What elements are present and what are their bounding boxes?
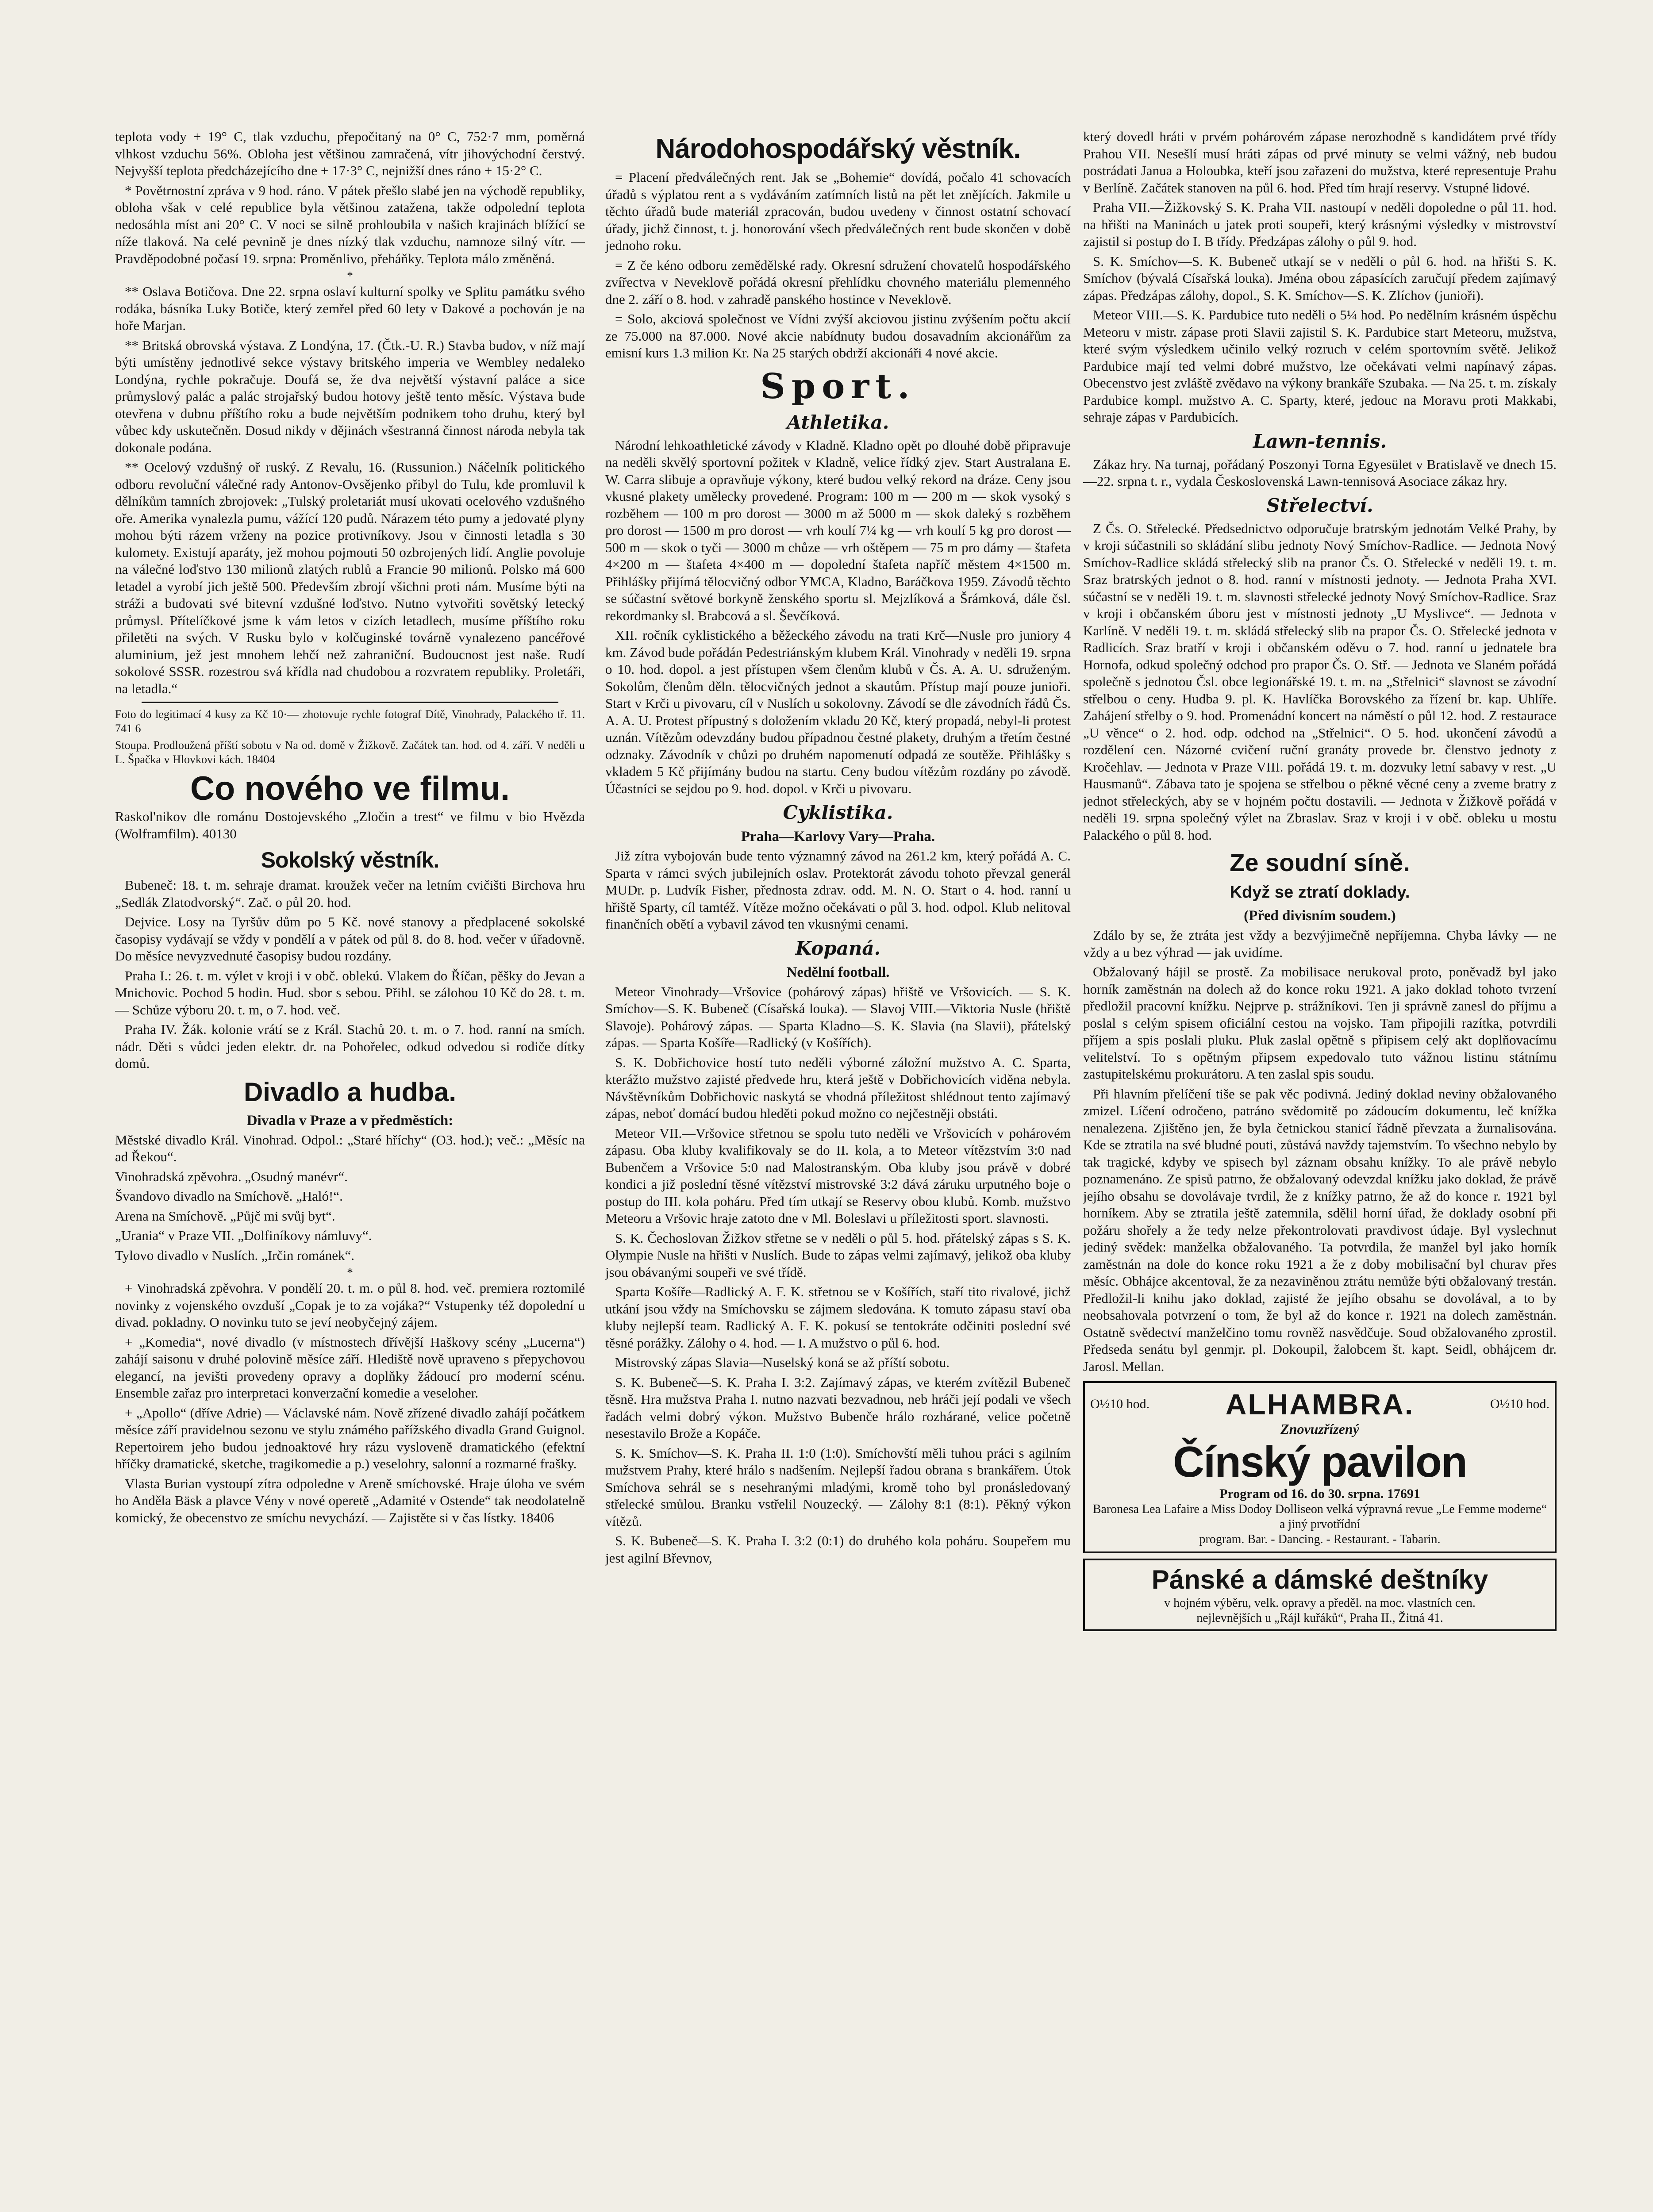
- sport-kladno: Národní lehkoathletické závody v Kladně. Kladno opět po dlouhé době připravuje na neděli skvělý sportovní požitek v Kladně, velice řídký zjev. Start Australana E. W. Carra slibuje a opravňuje výkony, které budou velký rekord na dráze. Ceny jsou vkusné plakety umělecky provedené. Program: 100 m — 200 m — skok vysoký s rozběhem — 100 m pro dorost — 3000 m až 5000 m — skok daleký s rozběhem pro dorost — 1500 m pro dorost — vrh koulí 7¼ kg — vrh koulí 5 kg pro dorost — 500 m — skok o tyči — 3000 m chůze — vrh oštěpem — 75 m pro dámy — štafeta 4×200 m — štafeta 4×400 m — dopolední štafeta napříč městem 4×1500 m. Přihlášky přijímá tělocvičný odbor YMCA, Kladno, Baráčkova 1959. Závodů těchto se súčastní světové borkyně ženského sportu sl. Mejzlíková a Šrámková, dále čsl. rekordmanky sl. Brabcová a sl. Ševčíková.: [605, 437, 1071, 623]
- ad-umbrellas-title: Pánské a dámské deštníky: [1151, 1565, 1488, 1594]
- theatre-listing: Švandovo divadlo na Smíchově. „Haló!“.: [115, 1188, 343, 1204]
- court-intro: Zdálo by se, že ztráta jest vždy a bezvýjimečně nepříjemna. Chyba lávky — ne vždy a u bez výhrad — jak uvidíme.: [1083, 927, 1557, 960]
- football-item: S. K. Čechoslovan Žižkov střetne se v neděli o půl 5. hod. přátelský zápas s S. K. Olympie Nusle na hřišti v Nuslích. Bude to zápas velmi zajímavý, jelikož oba kluby jsou obávanými soupeři ve své třídě.: [605, 1230, 1071, 1280]
- court-text: Obžalovaný hájil se prostě. Za mobilisace nerukoval proto, poněvadž byl jako horník zaměstnán na dolech až do konce roku 1921. A jako doklad tohoto tvrzení předložil pracovní knížku. Nejprve p. strážníkovi. Ten ji správně zanesl do příjmu a poslal s celým spisem oficiální cestou na vojsko. Tam připojili razítka, potvrdili příjem a spis poslali pluku. Pluk zaslal opětně s připisem celý akt doplňovacímu velitelství. To s opětným připsem expedovalo tuto vážnou listinu státnímu zastupitelskému prokurátoru. A ten zaslal spis soudu.: [1083, 964, 1557, 1082]
- theatre-listing: Vinohradská zpěvohra. „Osudný manévr“.: [115, 1168, 348, 1184]
- separator-star: *: [347, 1266, 353, 1280]
- sokol-dejvice: Dejvice. Losy na Tyršův dům po 5 Kč. nové stanovy a předplacené sokolské časopisy vydávají se vždy v pondělí a v pátek od půl 8. do 8. hod. večer v úřadovně. Do měsíce nevyzvednuté časopisy budou rozdány.: [115, 914, 585, 964]
- economy-agriculture: = Z če kéno odboru zemědělské rady. Okresní sdružení chovatelů hospodářského zvířectva v Neveklově pořádá okresní přehlídku chovného materiálu plemenného dne 2. září o 8. hod. v zahradě panského hostince v Neveklově.: [605, 257, 1071, 307]
- separator-star: *: [347, 269, 353, 283]
- ad-line: nejlevnějších u „Rájl kuřáků“, Praha II., Žitná 41.: [1196, 1611, 1443, 1625]
- shooting-text: Z Čs. O. Střelecké. Předsednictvo odporučuje bratrským jednotám Velké Prahy, by v kroji súčastnili so skládání slibu jednoty Nový Smíchov-Radlice. — Jednota Nový Smíchov-Radlice skládá střelecký slib na pranor Čs. O. Střelecké v neděli 19. t. m. Sraz bratrských jednot o 8. hod. ranní v místnosti jednoty. — Jednota Praha XVI. súčastní se v neděli 19. t. m. slavnosti střelecké jednoty Nový Smíchov-Radlice. Sraz v kroji i občanském úboru jest v místnosti jednoty „U Myslivce“. — Jednota v Karlíně. V neděli 19. t. m. skládá střelecký slib na prapor Čs. O. Střelecké jednota v Radlicích. Sraz bratří v kroji i občanském oděvu o 7. hod. ranní u jednatele bra Hornofa, odkud společný odchod pro prapor Čs. O. Stř. — Jednota ve Slaném pořádá společně s jednotou Čsl. obce legionářské 19. t. m. na „Střelnici“ slavnost se závodní střelbou o ceny. Hudba 9. pl. K. Havlíčka Borovského za řízení br. kap. Uhlíře. Zahájení střelby o 9. hod. Promenádní koncert na náměstí o půl 12. hod. Z restaurace „U věnce“ o 2. hod. odp. odchod na „Střelnici“. O 5. hod. ukončení závodů a rozdělení cen. Názorné cvičení ruční granáty provede br. členstvo jednoty z Kročehlav. — Jednota v Praze VIII. pořádá 19. t. m. dozvuky letní sabavy v rest. „U Hausmanů“. Zábava tato je spojena se střelbou o pěkné věcné ceny a zveme bratry z jednot střeleckých, aby se v hojném počtu dostavili. — Jednota v Žižkově pořádá v neděli 19. srpna společný výlet na Zbraslav. Sraz v kroji i v obč. obleku u mostu Palackého o půl 8. hod.: [1083, 520, 1557, 843]
- theatre-listing: „Urania“ v Praze VII. „Dolfiníkovy námluvy“.: [115, 1228, 372, 1243]
- tennis-heading: Lawn-tennis.: [1253, 430, 1387, 452]
- cycling-subheading: Praha—Karlovy Vary—Praha.: [741, 829, 935, 845]
- theatre-apollo: + „Apollo“ (dříve Adrie) — Václavské nám. Nově zřízené divadlo zahájí počátkem měsíce září pravidelnou sezonu ve stylu známého pařížského divadla Grand Guignol. Repertoirem jeho budou jednoaktové hry rázu vysloveně dramatického (efektní hříčky dramatické, sketche, tragikomedie a p.) veselohry, salonní a rozmarné frašky.: [115, 1405, 585, 1471]
- theatre-komedia: + „Komedia“, nové divadlo (v místnostech dřívější Haškovy scény „Lucerna“) zahájí saisonu v druhé polovině měsíce září. Hlediště nově upraveno s přepychovou elegancí, na jevišti provedeny opravy a doplňky žádoucí pro moderní scénu. Ensemble zařaz pro interpretaci konverzační komedie a veseloher.: [115, 1334, 585, 1401]
- weather-forecast: * Povětrnostní zpráva v 9 hod. ráno. V pátek přešlo slabé jen na východě republiky, obloha však v celé republice byla většinou zatažena, takže odpolední teplota nedosáhla míst ani 20° C. V noci se silně prohloubila v našich krajinách blížící se níže tlaková. Na celé pevnině je dnes nízký tlak vzduchu, namnoze silný vítr. — Pravděpodobné počasí 19. srpna: Proměnlivo, přeháňky. Teplota málo změněná.: [115, 182, 585, 266]
- column-right: [1083, 128, 1557, 2212]
- shooting-heading: Střelectví.: [1266, 494, 1373, 516]
- ad-program: [1090, 1486, 1549, 1502]
- football-item: S. K. Smíchov—S. K. Bubeneč utkají se v neděli o půl 6. hod. na hřišti S. K. Smíchov (bývalá Císařská louka). Jména obou zápasících zaručují předem zajímavý zápas. Předzápas zálohy, dopol., S. K. Smíchov—S. K. Zlíchov (junioři).: [1083, 253, 1557, 303]
- ad-hours-left: O½10 hod.: [1090, 1397, 1150, 1411]
- film-text: Raskol'nikov dle románu Dostojevského „Zločin a trest“ ve filmu v bio Hvězda (Wolframfilm). 40130: [115, 809, 585, 841]
- ad-brand: ALHAMBRA.: [1225, 1388, 1415, 1421]
- ad-line: v hojném výběru, velk. opravy a předěl. na moc. vlastních cen.: [1164, 1596, 1476, 1610]
- ad-alhambra: [1083, 1381, 1557, 1553]
- football-item: Mistrovský zápas Slavia—Nuselský koná se až příští sobotu.: [615, 1355, 950, 1370]
- ad-line: Baronesa Lea Lafaire a Miss Dodoy Dolliseon velká výpravná revue „Le Femme moderne“ a jiný prvotřídní: [1092, 1502, 1547, 1531]
- theatre-vinohrady: + Vinohradská zpěvohra. V pondělí 20. t. m. o půl 8. hod. več. premiera roztomilé novinky z vojenského ovzduší „Copak je to za vojáka?“ Vstupenky též dopolední u divad. pokladny. O novinku tuto se jeví neobyčejný zájem.: [115, 1280, 585, 1330]
- football-item: S. K. Smíchov—S. K. Praha II. 1:0 (1:0). Smíchovští měli tuhou práci s agilním mužstvem Prahy, které hrálo s nadšením. Nejlepší řadou obrana s brankářem. Útok Smíchova sehrál se s nesehranými mladými, kromě toho byl pronásledovaný střelecké smůlou. Branku vstřelil Nouzecký. — Zálohy 8:1 (8:1). Pěkný výkon vítězů.: [605, 1445, 1071, 1529]
- economy-heading: Národohospodářský věstník.: [655, 134, 1021, 164]
- sport-cycling-race: Již zítra vybojován bude tento významný závod na 261.2 km, který pořádá A. C. Sparta v rámci svých jubilejních oslav. Protektorát závodu tohoto převzal generál MUDr. p. Ludvík Fisher, přednosta zdrav. odd. M. N. O. Start o 4. hod. ranní u hřiště Sparty, cíl tamtéž. Vítěze možno očekávati o půl 3. hod. odpol. Klub nelitoval finančních obětí a vybavil závod ten vkusnými cenami.: [605, 848, 1071, 932]
- theatre-listing: Městské divadlo Král. Vinohrad. Odpol.: „Staré hříchy“ (O3. hod.); več.: „Měsíc na ad Řekou“.: [115, 1132, 585, 1164]
- football-continued: který dovedl hráti v prvém pohárovém zápase nerozhodně s kandidátem prvé třídy Prahou VII. Nesešlí musí hráti zápas od prvé minuty se velmi vážný, neb budou postrádati Janua a Holoubka, kteří jsou zařazeni do mužstva, které representuje Prahu v Berlíně. Začátek stanoven na půl 6. hod. Před tím hrají reservy. Vstupné lidové.: [1083, 129, 1557, 196]
- court-heading: Ze soudní síně.: [1230, 849, 1410, 876]
- weather-report: teplota vody + 19° C, tlak vzduchu, přepočitaný na 0° C, 752·7 mm, poměrná vlhkost vzduchu 56%. Obloha jest většinou zamračená, vítr jihovýchodní čerstvý. Nejvyšší teplota předcházejícího dne + 17·3° C, nejnižší dnes ráno + 15·2° C.: [115, 129, 585, 178]
- theatre-burian: Vlasta Burian vystoupí zítra odpoledne v Areně smíchovské. Hraje úloha ve svém ho Anděla Bäsk a plavce Vény v nové operetě „Adamité v Ostende“ tak neodolatelně komický, že obecenstvo ze smíchu nevychází. — Zajistěte si v čas lístky. 18406: [115, 1475, 585, 1525]
- football-item: S. K. Bubeneč—S. K. Praha I. 3:2. Zajímavý zápas, ve kterém zvítězil Bubeneč těsně. Hra mužstva Praha I. nutno nazvati bezvadnou, neb hráči její podali ve všech řadách velmi dobrý výkon. Mužstvo Bubenče hrálo rozhárané, velice početně nesestavilo Brože a Kopáče.: [605, 1374, 1071, 1441]
- economy-rents: = Placení předválečných rent. Jak se „Bohemie“ dovídá, počalo 41 schovacích úřadů s výplatou rent a s vydáváním zatímních listů na pět let znějících. Jakmile u těchto úřadů bude materiál zpracován, budou uvedeny v činnost ostatní schovací úřady, jichž činnost, t. j. honorování všech předválečných rent bude skončen v době jednoho roku.: [605, 169, 1071, 253]
- theatre-heading: Divadlo a hudba.: [243, 1077, 457, 1107]
- sokol-heading: Sokolský věstník.: [261, 848, 439, 872]
- sport-krc-nusle: XII. ročník cyklistického a běžeckého závodu na trati Krč—Nusle pro juniory 4 km. Závod bude pořádán Pedestriánským klubem Král. Vinohrady v neděli 19. srpna o 10. hod. dopol. a jest přístupen všem členům klubů v Čs. A. A. U. sdruženým. Sokolům, členům děln. tělocvičných jednot a skautům. Přístup mají pouze junioři. Start v Krči u pivovaru, cíl v Nuslích u sokolovny. Závodí se dle závodních řádů Čs. A. A. U. Protest přípustný s doložením vkladu 20 Kč, který propadá, nebyl-li protest uznán. Vítězům odevzdány budou případnou čestné plakety, druhým a třetím čestné odznaky. Závodník v chůzi po druhém napomenutí odpadá ze soutěže. Přihlášky s vkladem 5 Kč přijímány budou na startu. Ceny budou vítězům rozdány po závodě. Účastníci se sejdou po 9. hod. dopol. v Krči u pivovaru.: [605, 627, 1071, 796]
- sokol-praha-4: Praha IV. Žák. kolonie vrátí se z Král. Stachů 20. t. m. o 7. hod. ranní na smích. nádr. Děti s vůdci jeden elektr. dr. na Pohořelec, odkud odvedou si rodiče dítky domů.: [115, 1022, 585, 1071]
- court-subheading: Když se ztratí doklady.: [1230, 883, 1410, 902]
- economy-solo: = Solo, akciová společnost ve Vídni zvýší akciovou jistinu zvýšením počtu akcií ze 75.000 na 87.000. Nové akcie nabídnuty budou dosavadním akcionářům za emisní kurs 1.3 milion Kr. Na 25 starých obdrží akcionáři 4 nové akcie.: [605, 311, 1071, 361]
- football-item: S. K. Bubeneč—S. K. Praha I. 3:2 (0:1) do druhého kola poháru. Soupeřem mu jest agilní Břevnov,: [605, 1533, 1071, 1566]
- football-subheading: Nedělní football.: [786, 964, 890, 980]
- theatre-listing: Arena na Smíchově. „Půjč mi svůj byt“.: [115, 1208, 335, 1224]
- ad-alhambra-header: [1090, 1387, 1549, 1421]
- court-subheading-2: (Před divisním soudem.): [1244, 908, 1396, 924]
- sokol-praha-1: Praha I.: 26. t. m. výlet v kroji i v obč. oblekú. Vlakem do Říčan, pěšky do Jevan a Mnichovic. Pochod 5 hodin. Hud. sbor s sebou. Přihl. se zálohou 10 Kč do 28. t. m. — Schůze výboru 20. t. m, o 7. hod. več.: [115, 968, 585, 1018]
- ad-chinese-pavilion: Čínský pavilon: [1173, 1437, 1467, 1486]
- theatre-subheading: Divadla v Praze a v předměstích:: [246, 1112, 454, 1129]
- ad-stoupa: Stoupa. Prodloužená příští sobotu v Na od. domě v Žižkově. Začátek tan. hod. od 4. září. V neděli u L. Špačka v Hlovkovi kách. 18404: [115, 739, 585, 766]
- news-botic: ** Oslava Botičova. Dne 22. srpna oslaví kulturní spolky ve Splitu památku svého rodáka, básníka Luky Botiče, který zemřel před 60 lety v Dakové a pochován je na hoře Marjan.: [115, 284, 585, 333]
- court-text: Při hlavním přelíčení tiše se pak věc podivná. Jediný doklad neviny obžalovaného zmizel. Líčení odročeno, patráno svědomitě po zádoucím dokumentu, leč knížka nenalezena. Zjištěno jen, že byla četnickou stanicí řádně převzata a žurnalisována. Kde se ztratila na své bludné pouti, zůstává navždy tajemstvím. To všechno nebylo by tak tragické, kdyby ve spisech byl záznam obsahu knížky. To ale právě nebylo poznamenáno. Ze spisů patrno, že obžalovaný odevzdal knížku jako doklad, že právě jejího obsahu se dovolávaje tvrdil, že z knížky patrno, že až do konce r. 1921 byl horníkem. Aby se ztratila ještě zatemnila, sdělil horní úřad, že doklady osobní při požáru shořely a že tedy nelze překontrolovati pravdivost údaje. Byl vyslechnut jediný svědek: manželka obžalovaného. Ta potvrdila, že manžel byl jako horník zaměstnán na dole do konce roku 1921 a že z doby mobilisační byl churav přes měsíc. Obhájce akcentoval, že za nezaviněnou ztrátu nemůže býti obžalovaný trestán. Předložil-li knihu jako doklad, zajisté že jejího obsahu se dovolával, a to by neobsahovala potvrzení o tom, že byl až do konce r. 1921 na dolech zaměstnán. Ostatně svědectví manželčino tomu rovněž nasvědčuje. Soud obžalovaného zprostil. Předseda senátu byl genmjr. pl. Dokoupil, žalobcem št. kapt. Seidl, obhájcem dr. Jarosl. Mellan.: [1083, 1086, 1557, 1374]
- football-item: Sparta Košíře—Radlický A. F. K. střetnou se v Košířích, staří tito rivalové, jichž utkání jsou vždy na Smíchovsku se zájmem sledována. K tomuto zápasu staví oba kluby nejlepší team. Radlický A. F. K. pokusí se tentokráte odčiniti poslední své těsné porážky. Zálohy o 4. hod. — I. A mužstvo o půl 6. hod.: [605, 1284, 1071, 1351]
- football-fixtures: Meteor Vinohrady—Vršovice (pohárový zápas) hřiště ve Vršovicích. — S. K. Smíchov—S. K. Bubeneč (Císařská louka). — Slavoj VIII.—Viktoria Nusle (hřiště Slavoje). Pohárový zápas. — Sparta Kladno—S. K. Slavia (na Slavii), přátelský zápas. — Sparta Košíře—Radlický (v Košířích).: [605, 983, 1071, 1050]
- ad-umbrellas: [1083, 1559, 1557, 1631]
- ad-program-dates: Program od 16. do 30. srpna.: [1219, 1486, 1384, 1501]
- football-item: S. K. Dobřichovice hostí tuto neděli výborné záložní mužstvo A. C. Sparta, kterážto mužstvo zajisté předvede hru, která ještě v Dobřichovicích viděna nebyla. Návštěvníkům Dobřichovic naskytá se vhodná příležitost shlédnout tento zajímavý zápas, neboť domácí budou hleděti pokud možno co nejčestněji obstáti.: [605, 1054, 1071, 1121]
- divider: [142, 702, 558, 703]
- football-item: Meteor VII.—Vršovice střetnou se spolu tuto neděli ve Vršovicích v pohárovém zápasu. Oba kluby kvalifikovaly se do II. kola, a to Meteor vítězstvím 3:0 nad Bubenčem a Vršovice 5:0 nad Malostranským. Oba kluby jsou právě v dobré kondici a již poslední těsné vítězství mistrovské 3:2 dává záruku urputného boje o postup do III. kola poháru. Před tím utkají se Reservy obou klubů. Komb. mužstvo Meteoru a Vršovic hraje zatoto dne v Ml. Boleslavi u příležitosti sport. slavnosti.: [605, 1125, 1071, 1226]
- theatre-listing: Tylovo divadlo v Nuslích. „Irčin románek“.: [115, 1247, 355, 1263]
- tennis-ban: Zákaz hry. Na turnaj, pořádaný Poszonyi Torna Egyesület v Bratislavě ve dnech 15.—22. srpna t. r., vydala Československá Lawn-tennisová Asociace zákaz hry.: [1083, 456, 1557, 489]
- athletics-heading: Athletika.: [787, 411, 889, 433]
- film-heading: Co nového ve filmu.: [190, 770, 510, 807]
- football-heading: Kopaná.: [795, 937, 881, 959]
- cycling-heading: Cyklistika.: [783, 802, 893, 823]
- ad-foto: Foto do legitimací 4 kusy za Kč 10·— zhotovuje rychle fotograf Dítě, Vinohrady, Palackého tř. 11. 741 6: [115, 708, 585, 735]
- ad-hours-right: O½10 hod.: [1490, 1397, 1549, 1411]
- column-left: [115, 128, 585, 2212]
- ad-code: 17691: [1387, 1486, 1420, 1501]
- ad-reopened: Znovuzřízený: [1280, 1421, 1359, 1437]
- news-british-exhibition: ** Britská obrovská výstava. Z Londýna, 17. (Čtk.-U. R.) Stavba budov, v níž mají býti umístěny jednotlivé sekce výstavy britského imperia ve Wembley nedaleko Londýna, rychle pokračuje. Doufá se, že dva největší výstavní paláce a sice průmyslový palác a palác strojařský budou hotovy ještě tento měsíc. Výstava bude otevřena v dubnu příštího roku a bude největším podnikem toho druhu, který byl vůbec kdy uskutečněn. Dosud nikdy v dějinách všestranná činnost národa nebyla tak dokonale podána.: [115, 337, 585, 455]
- column-middle: [605, 128, 1071, 2212]
- football-item: Praha VII.—Žižkovský S. K. Praha VII. nastoupí v neděli dopoledne o půl 11. hod. na hřišti na Maninách u jatek proti soupeři, který krásnými výsledky v mistrovství zajistil si postup do I. B třídy. Předzápas zálohy o půl 9. hod.: [1083, 200, 1557, 249]
- sokol-bubenec: Bubeneč: 18. t. m. sehraje dramat. kroužek večer na letním cvičišti Birchova hru „Sedlák Zlatodvorský“. Zač. o půl 20. hod.: [115, 877, 585, 910]
- football-item: Meteor VIII.—S. K. Pardubice tuto neděli o 5¼ hod. Po nedělním krásném úspěchu Meteoru v mistr. zápase proti Slavii zajistil S. K. Pardubice start Meteoru, mužstva, které svým výsledkem učinilo velký rozruch v celém sportovním světě. Jelikož Pardubice mají ted velmi dobré mužstvo, lze očekávati velmi napínavý zápas. Obecenstvo jest zvláště zvědavo na výkony brankáře Szubaka. — Na 25. t. m. získaly Pardubice kompl. mužstvo A. C. Sparty, které, jedouc na Moravu proti Makkabi, sehraje zápas v Pardubicích.: [1083, 307, 1557, 425]
- news-russian-air: ** Ocelový vzdušný oř ruský. Z Revalu, 16. (Russunion.) Náčelník politického odboru revoluční válečné rady Antonov-Ovsějenko přibyl do Tulu, kde promluvil k dělníkům tamních zbrojovek: „Tulský proletariát musí ukovati ocelového vzdušného oře. Amerika vynalezla pumu, vážící 120 pudů. Nárazem této pumy a jedovaté plyny mohou býti rázem vrženy na pozice protivníkovy. Jsou v činnosti letadla s 30 kulomety. Existují aparáty, jež mohou pojmouti 50 ozbrojených lidí. Anglie povoluje na válečné loďstvo 130 milionů zlatých rublů a Francie 90 milionů. Polsko má 600 letadel a vyrobí jich ještě 500. Především zbrojí všichni proti nám. Musíme býti na stráži a budovati své bitevní vzdušné loďstvo. Nutno vytvořiti sovětský letecký průmysl. Přítelíčkové jsme k vám letos v cizích letadlech, musíme příštího roku přiletěti na svých. V Rusku bylo v kolčuginské továrně vynalezeno pancéřové aluminium, jež jest mnohem lehčí než zahraniční. Budoucnost jest naše. Rudí sokolové SSSR. rozestrou svá křídla nad chudobou a rozvratem republiky. Proletáři, na letadla.“: [115, 459, 585, 696]
- ad-line: program. Bar. - Dancing. - Restaurant. - Tabarin.: [1199, 1532, 1441, 1546]
- sport-heading: Sport.: [760, 366, 916, 407]
